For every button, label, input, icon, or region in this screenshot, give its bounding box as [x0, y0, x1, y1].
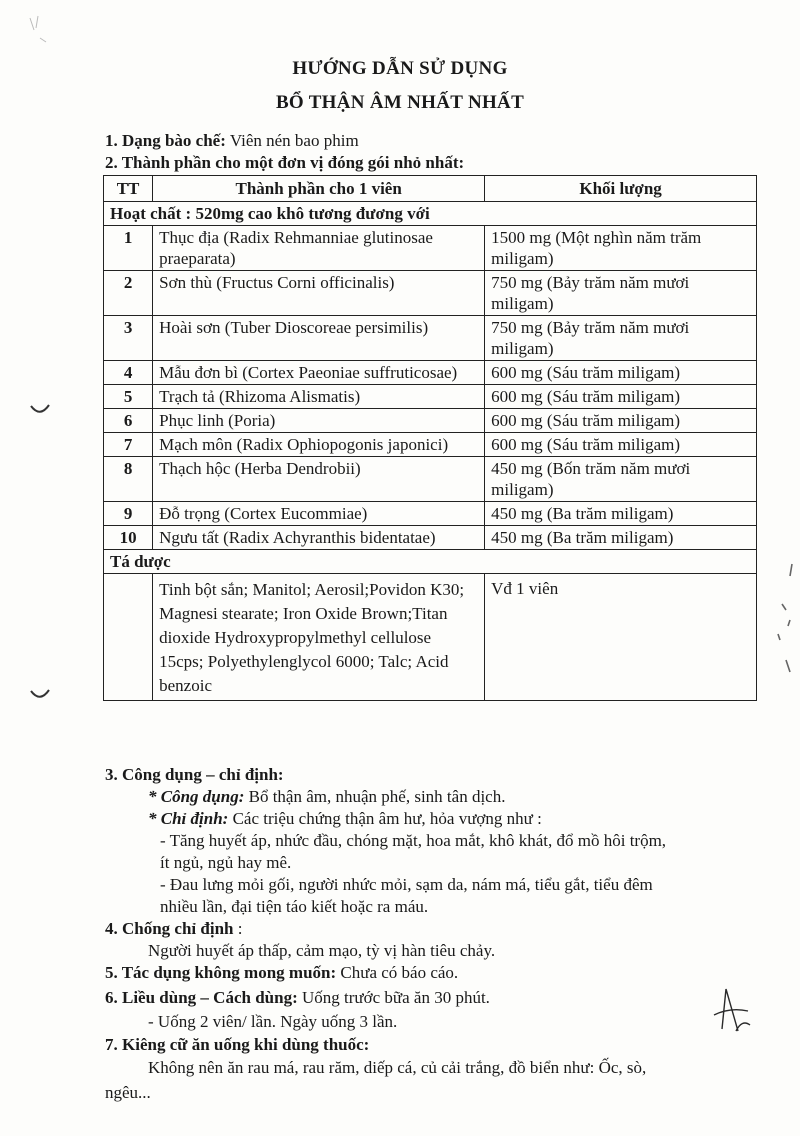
row-number: 9: [104, 502, 153, 526]
row-number: 8: [104, 457, 153, 502]
group-row-excipients: [104, 550, 757, 574]
product-name: BỔ THẬN ÂM NHẤT NHẤT: [275, 92, 525, 113]
section-2-label: 2. Thành phần cho một đơn vị đóng gói nhỏ nhất:: [105, 153, 465, 172]
table-row: [104, 361, 757, 385]
group-active-label: Hoạt chất : 520mg cao khô tương đương với: [104, 202, 757, 226]
group-excipients-label: Tá dược: [104, 550, 757, 574]
section-4: [105, 919, 242, 939]
row-number: 7: [104, 433, 153, 457]
ingredient-name: Hoài sơn (Tuber Dioscoreae persimilis): [153, 316, 485, 361]
row-number: 10: [104, 526, 153, 550]
section-4-label: 4. Chống chỉ định: [105, 919, 234, 938]
table-row: [104, 226, 757, 271]
ingredient-name: Sơn thù (Fructus Corni officinalis): [153, 271, 485, 316]
punch-mark-icon: [28, 402, 52, 420]
indication-item-2b: nhiều lần, đại tiện táo kiết hoặc ra máu.: [160, 897, 429, 916]
ingredient-mass: 750 mg (Bảy trăm năm mươi miligam): [485, 271, 757, 316]
table-row: [104, 526, 757, 550]
ingredient-mass: 600 mg (Sáu trăm miligam): [485, 385, 757, 409]
section-4-value: Người huyết áp thấp, cảm mạo, tỳ vị hàn tiêu chảy.: [148, 941, 496, 960]
ingredient-name: Mạch môn (Radix Ophiopogonis japonici): [153, 433, 485, 457]
table-row: [104, 409, 757, 433]
header-tt: TT: [104, 176, 153, 202]
ingredient-name: Thạch hộc (Herba Dendrobii): [153, 457, 485, 502]
section-6-label: 6. Liều dùng – Cách dùng:: [105, 988, 298, 1007]
section-1-value: Viên nén bao phim: [225, 131, 359, 150]
section-1: [105, 131, 359, 151]
section-1-label: 1. Dạng bào chế:: [105, 131, 226, 150]
ingredient-name: Mẫu đơn bì (Cortex Paeoniae suffruticosae): [153, 361, 485, 385]
section-7-value-a: Không nên ăn rau má, rau răm, diếp cá, củ cải trắng, đồ biển như: Ốc, sò,: [148, 1058, 647, 1077]
header-ingredient: Thành phần cho 1 viên: [153, 176, 485, 202]
table-row-excipients: [104, 574, 757, 701]
signature-icon: [708, 985, 756, 1037]
section-6-item: - Uống 2 viên/ lần. Ngày uống 3 lần.: [148, 1012, 398, 1031]
table-row: [104, 457, 757, 502]
row-number: 5: [104, 385, 153, 409]
section-4-colon: :: [233, 919, 243, 938]
ingredient-mass: 600 mg (Sáu trăm miligam): [485, 433, 757, 457]
ingredient-mass: 450 mg (Ba trăm miligam): [485, 526, 757, 550]
header-mass: Khối lượng: [485, 176, 757, 202]
section-6-value: Uống trước bữa ăn 30 phút.: [297, 988, 490, 1007]
table-row: [104, 316, 757, 361]
chi-dinh-value: Các triệu chứng thận âm hư, hỏa vượng như :: [228, 809, 542, 828]
section-3-cong-dung: * Công dụng: Bổ thận âm, nhuận phế, sinh tân dịch.: [148, 787, 506, 806]
excipients-mass: Vđ 1 viên: [485, 574, 757, 701]
cong-dung-value: Bổ thận âm, nhuận phế, sinh tân dịch.: [244, 787, 506, 806]
section-3-chi-dinh: * Chỉ định: Các triệu chứng thận âm hư, hỏa vượng như :: [148, 809, 542, 828]
section-7-value-b: ngêu...: [105, 1083, 151, 1102]
ingredient-mass: 450 mg (Bốn trăm năm mươi miligam): [485, 457, 757, 502]
punch-mark-icon: [28, 687, 52, 705]
ingredient-mass: 750 mg (Bảy trăm năm mươi miligam): [485, 316, 757, 361]
table-header-row: [104, 176, 757, 202]
table-row: [104, 385, 757, 409]
cong-dung-label: Công dụng:: [160, 787, 245, 806]
row-number: 4: [104, 361, 153, 385]
indication-item-1a: - Tăng huyết áp, nhức đầu, chóng mặt, hoa mắt, khô khát, đổ mồ hôi trộm,: [160, 831, 667, 850]
scan-speck-icon: [20, 8, 60, 48]
group-row-active: [104, 202, 757, 226]
indication-item-1b: ít ngủ, ngủ hay mê.: [160, 853, 292, 872]
section-6: [105, 988, 490, 1008]
ingredient-mass: 600 mg (Sáu trăm miligam): [485, 361, 757, 385]
section-5-value: Chưa có báo cáo.: [336, 963, 459, 982]
section-3-label: 3. Công dụng – chỉ định:: [105, 765, 284, 784]
row-number: 6: [104, 409, 153, 433]
excipients-list: Tinh bột sắn; Manitol; Aerosil;Povidon K30; Magnesi stearate; Iron Oxide Brown;Titan dioxide Hydroxypropylmethyl cellulose 15cps; Polyethylenglycol 6000; Talc; Acid benzoic: [153, 574, 485, 701]
ingredient-mass: 450 mg (Ba trăm miligam): [485, 502, 757, 526]
table-row: [104, 502, 757, 526]
section-5-label: 5. Tác dụng không mong muốn:: [105, 963, 337, 982]
scan-speck-icon: [772, 560, 798, 690]
chi-dinh-label: Chỉ định:: [160, 809, 229, 828]
indication-item-2a: - Đau lưng mỏi gối, người nhức mỏi, sạm da, nám má, tiểu gắt, tiểu đêm: [160, 875, 653, 894]
ingredient-name: Trạch tả (Rhizoma Alismatis): [153, 385, 485, 409]
ingredients-table: [103, 175, 757, 701]
ingredient-name: Ngưu tất (Radix Achyranthis bidentatae): [153, 526, 485, 550]
row-number: 1: [104, 226, 153, 271]
row-number: 2: [104, 271, 153, 316]
row-number: 3: [104, 316, 153, 361]
ingredient-name: Đỗ trọng (Cortex Eucommiae): [153, 502, 485, 526]
section-5: [105, 963, 458, 983]
section-7-label: 7. Kiêng cữ ăn uống khi dùng thuốc:: [105, 1035, 370, 1054]
ingredient-mass: 600 mg (Sáu trăm miligam): [485, 409, 757, 433]
table-row: [104, 271, 757, 316]
document-title: HƯỚNG DẪN SỬ DỤNG: [292, 58, 508, 79]
table-row: [104, 433, 757, 457]
ingredient-mass: 1500 mg (Một nghìn năm trăm miligam): [485, 226, 757, 271]
ingredient-name: Phục linh (Poria): [153, 409, 485, 433]
ingredient-name: Thục địa (Radix Rehmanniae glutinosae praeparata): [153, 226, 485, 271]
excipients-number: [104, 574, 153, 701]
